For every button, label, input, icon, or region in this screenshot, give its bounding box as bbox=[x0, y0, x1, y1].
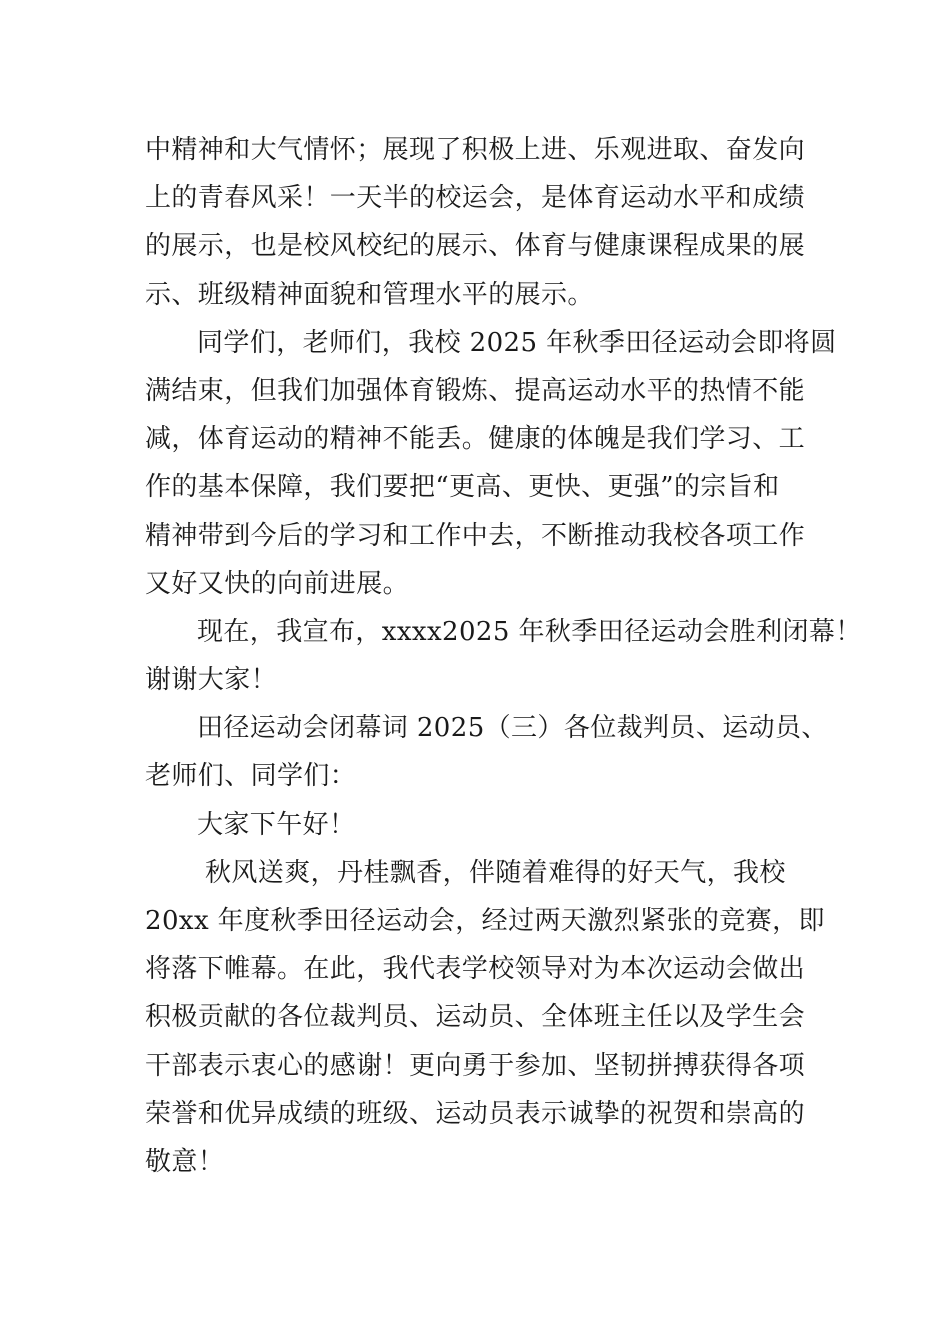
text-line: 作的基本保障，我们要把“更高、更快、更强”的宗旨和 bbox=[145, 472, 780, 503]
text-line: 荣誉和优异成绩的班级、运动员表示诚挚的祝贺和崇高的 bbox=[145, 1098, 806, 1129]
text-line: 上的青春风采！一天半的校运会，是体育运动水平和成绩 bbox=[145, 183, 806, 214]
body-text bbox=[145, 126, 862, 1186]
text-line: 中精神和大气情怀；展现了积极上进、乐观进取、奋发向 bbox=[145, 135, 806, 165]
section-heading-line: 田径运动会闭幕词 2025（三）各位裁判员、运动员、 bbox=[197, 713, 828, 744]
paragraph-start-line: 同学们，老师们，我校 2025 年秋季田径运动会即将圆 bbox=[197, 327, 837, 358]
text-line: 满结束，但我们加强体育锻炼、提高运动水平的热情不能 bbox=[145, 375, 806, 406]
text-line: 减，体育运动的精神不能丢。健康的体魄是我们学习、工 bbox=[145, 424, 806, 455]
paragraph-start-line: 现在，我宣布，xxxx2025 年秋季田径运动会胜利闭幕！ bbox=[197, 616, 862, 647]
text-line: 的展示，也是校风校纪的展示、体育与健康课程成果的展 bbox=[145, 231, 806, 262]
text-line: 20xx 年度秋季田径运动会，经过两天激烈紧张的竞赛，即 bbox=[145, 906, 825, 936]
text-line: 精神带到今后的学习和工作中去，不断推动我校各项工作 bbox=[145, 520, 806, 551]
text-line: 又好又快的向前进展。 bbox=[145, 568, 410, 599]
text-line: 干部表示衷心的感谢！更向勇于参加、坚韧拼搏获得各项 bbox=[145, 1050, 806, 1081]
text-line: 老师们、同学们： bbox=[145, 761, 357, 792]
text-line: 积极贡献的各位裁判员、运动员、全体班主任以及学生会 bbox=[145, 1002, 806, 1033]
text-line: 将落下帷幕。在此，我代表学校领导对为本次运动会做出 bbox=[145, 954, 806, 985]
text-line: 谢谢大家！ bbox=[145, 665, 278, 696]
text-line: 敬意！ bbox=[145, 1146, 225, 1177]
greeting-line: 大家下午好！ bbox=[197, 809, 356, 840]
text-line: 示、班级精神面貌和管理水平的展示。 bbox=[145, 279, 594, 310]
paragraph-start-line: 秋风送爽，丹桂飘香，伴随着难得的好天气，我校 bbox=[205, 857, 786, 888]
